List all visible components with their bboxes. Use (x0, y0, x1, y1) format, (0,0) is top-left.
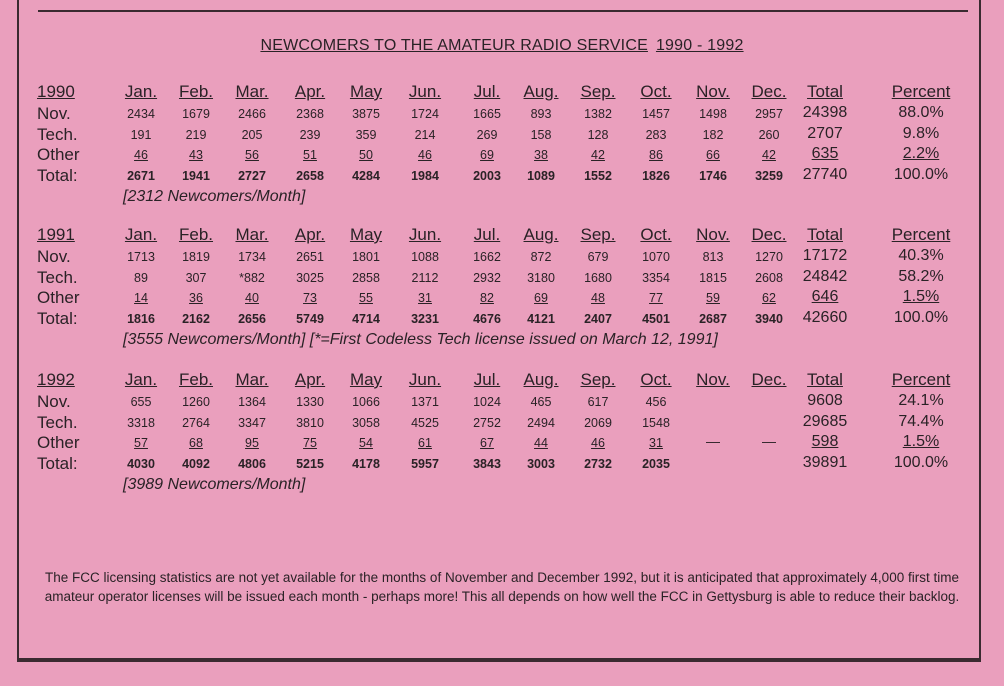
value-cell: 269 (476, 127, 498, 142)
month-header: Jan. (124, 225, 158, 244)
value-cell: 813 (702, 250, 724, 264)
value-cell: 1746 (699, 168, 727, 183)
value-cell: 655 (130, 395, 152, 409)
row-total: 29685 (802, 412, 848, 430)
value-cell: 38 (534, 148, 548, 162)
month-header: Jan. (124, 82, 158, 101)
value-cell: 4284 (352, 168, 380, 183)
total-header: Total (807, 370, 843, 389)
table-row (0, 268, 1004, 290)
month-header: Sep. (580, 370, 616, 389)
table-row (0, 413, 1004, 435)
month-header: Dec. (751, 370, 787, 389)
value-cell: 42 (762, 148, 776, 162)
value-cell: 56 (245, 148, 259, 162)
value-cell: 4714 (352, 311, 380, 326)
value-cell: 51 (303, 148, 317, 162)
row-label: Tech. (37, 267, 78, 287)
value-cell: 86 (649, 148, 663, 162)
month-header: Jul. (473, 370, 501, 389)
month-header: Feb. (178, 225, 214, 244)
value-cell: 205 (241, 127, 263, 142)
percent-header: Percent (891, 225, 951, 244)
bottom-rule (17, 660, 981, 662)
table-row (0, 454, 1004, 476)
table-row (0, 145, 1004, 167)
month-header: Oct. (640, 82, 672, 101)
value-cell: 89 (134, 270, 148, 285)
value-cell: 2494 (527, 415, 555, 430)
value-cell: 75 (303, 436, 317, 450)
value-cell: 1260 (182, 395, 210, 409)
table-row (0, 166, 1004, 188)
top-rule (38, 10, 968, 12)
row-percent: 58.2% (898, 267, 944, 285)
value-cell: 42 (591, 148, 605, 162)
value-cell: 1457 (642, 107, 670, 121)
row-percent: 100.0% (893, 453, 949, 471)
year-label: 1991 (37, 225, 75, 244)
value-cell: 77 (649, 291, 663, 305)
value-cell: 5749 (296, 311, 324, 326)
value-cell: 2658 (296, 168, 324, 183)
row-label: Total: (37, 453, 78, 473)
value-cell: 2069 (584, 415, 612, 430)
value-cell: 1070 (642, 250, 670, 264)
value-cell: 617 (587, 395, 609, 409)
month-header: Jan. (124, 370, 158, 389)
row-percent: 74.4% (898, 412, 944, 430)
value-cell: 5957 (411, 456, 439, 471)
value-cell: 1066 (352, 395, 380, 409)
value-cell: 5215 (296, 456, 324, 471)
value-cell: 2434 (127, 107, 155, 121)
empty-dash: — (762, 433, 776, 449)
row-percent: 100.0% (893, 308, 949, 326)
value-cell: 95 (245, 436, 259, 450)
value-cell: 62 (762, 291, 776, 305)
month-header: Jun. (408, 370, 442, 389)
month-header: Apr. (294, 225, 326, 244)
value-cell: 69 (480, 148, 494, 162)
value-cell: 2651 (296, 250, 324, 264)
value-cell: 3347 (238, 415, 266, 430)
value-cell: 1270 (755, 250, 783, 264)
row-percent: 88.0% (898, 104, 944, 121)
total-header: Total (807, 225, 843, 244)
row-label: Total: (37, 308, 78, 328)
value-cell: 679 (587, 250, 609, 264)
value-cell: 3318 (127, 415, 155, 430)
table-row (0, 309, 1004, 331)
month-header: Oct. (640, 225, 672, 244)
row-label: Tech. (37, 124, 78, 144)
title-years: 1990 - 1992 (655, 37, 744, 54)
row-percent: 2.2% (902, 145, 940, 162)
year-label: 1990 (37, 82, 75, 101)
value-cell: 1548 (642, 415, 670, 430)
row-total: 39891 (802, 453, 848, 471)
value-cell: 3843 (473, 456, 501, 471)
table-row (0, 247, 1004, 269)
month-header: Mar. (235, 225, 269, 244)
value-cell: 54 (359, 436, 373, 450)
value-cell: 2003 (473, 168, 501, 183)
monthly-average-note: [3555 Newcomers/Month] [*=First Codeless Tech license issued on March 12, 1991] (123, 331, 718, 348)
row-total: 2707 (807, 124, 843, 142)
value-cell: 1724 (411, 107, 439, 121)
row-total: 27740 (802, 165, 848, 183)
value-cell: 2932 (473, 270, 501, 285)
value-cell: 4806 (238, 456, 266, 471)
value-cell: 239 (299, 127, 321, 142)
month-header: Nov. (696, 225, 730, 244)
row-label: Nov. (37, 247, 71, 266)
value-cell: 3025 (296, 270, 324, 285)
value-cell: 36 (189, 291, 203, 305)
value-cell: 2671 (127, 168, 155, 183)
value-cell: 40 (245, 291, 259, 305)
value-cell: 1498 (699, 107, 727, 121)
value-cell: 4030 (127, 456, 155, 471)
month-header: Mar. (235, 82, 269, 101)
value-cell: 3058 (352, 415, 380, 430)
value-cell: 48 (591, 291, 605, 305)
value-cell: 57 (134, 436, 148, 450)
value-cell: 456 (645, 395, 667, 409)
value-cell: 43 (189, 148, 203, 162)
page-title (0, 37, 1004, 55)
month-header: Oct. (640, 370, 672, 389)
table-row (0, 288, 1004, 310)
row-percent: 100.0% (893, 165, 949, 183)
value-cell: 893 (530, 107, 552, 121)
percent-header: Percent (891, 370, 951, 389)
value-cell: 46 (418, 148, 432, 162)
value-cell: 55 (359, 291, 373, 305)
percent-header: Percent (891, 82, 951, 101)
row-total: 24842 (802, 267, 848, 285)
table-row (0, 125, 1004, 147)
month-header: Apr. (294, 370, 326, 389)
value-cell: 1713 (127, 250, 155, 264)
value-cell: 2752 (473, 415, 501, 430)
value-cell: 3354 (642, 270, 670, 285)
value-cell: 2608 (755, 270, 783, 285)
value-cell: 3231 (411, 311, 439, 326)
value-cell: 1330 (296, 395, 324, 409)
value-cell: 1680 (584, 270, 612, 285)
value-cell: 14 (134, 291, 148, 305)
row-label: Nov. (37, 392, 71, 411)
value-cell: *882 (239, 270, 265, 285)
value-cell: 2112 (411, 270, 439, 285)
value-cell: 69 (534, 291, 548, 305)
value-cell: 1552 (584, 168, 612, 183)
row-label: Total: (37, 165, 78, 185)
month-header: Dec. (751, 82, 787, 101)
value-cell: 61 (418, 436, 432, 450)
row-total: 17172 (802, 247, 848, 264)
month-header: Feb. (178, 82, 214, 101)
month-header: May (349, 225, 383, 244)
value-cell: 73 (303, 291, 317, 305)
header-row (0, 370, 1004, 392)
value-cell: 1088 (411, 250, 439, 264)
value-cell: 82 (480, 291, 494, 305)
row-total: 635 (811, 145, 839, 162)
row-label: Other (37, 288, 80, 307)
row-percent: 1.5% (902, 288, 940, 305)
month-header: Sep. (580, 82, 616, 101)
month-header: Jul. (473, 225, 501, 244)
month-header: Nov. (696, 82, 730, 101)
row-total: 9608 (807, 392, 843, 409)
value-cell: 2162 (182, 311, 210, 326)
value-cell: 4121 (527, 311, 555, 326)
month-header: Mar. (235, 370, 269, 389)
value-cell: 1024 (473, 395, 501, 409)
value-cell: 68 (189, 436, 203, 450)
table-row (0, 392, 1004, 414)
value-cell: 1679 (182, 107, 210, 121)
value-cell: 1665 (473, 107, 501, 121)
value-cell: 46 (591, 436, 605, 450)
value-cell: 1662 (473, 250, 501, 264)
value-cell: 4501 (642, 311, 670, 326)
value-cell: 260 (758, 127, 780, 142)
value-cell: 4676 (473, 311, 501, 326)
value-cell: 3810 (296, 415, 324, 430)
value-cell: 4178 (352, 456, 380, 471)
value-cell: 1089 (527, 168, 555, 183)
value-cell: 1941 (182, 168, 210, 183)
value-cell: 219 (185, 127, 207, 142)
month-header: May (349, 82, 383, 101)
value-cell: 2035 (642, 456, 670, 471)
table-row (0, 433, 1004, 455)
month-header: Apr. (294, 82, 326, 101)
year-label: 1992 (37, 370, 75, 389)
value-cell: 2858 (352, 270, 380, 285)
row-total: 42660 (802, 308, 848, 326)
value-cell: 2957 (755, 107, 783, 121)
month-header: May (349, 370, 383, 389)
value-cell: 359 (355, 127, 377, 142)
value-cell: 2727 (238, 168, 266, 183)
month-header: Jul. (473, 82, 501, 101)
title-text: NEWCOMERS TO THE AMATEUR RADIO SERVICE (260, 37, 648, 54)
value-cell: 2407 (584, 311, 612, 326)
month-header: Aug. (523, 370, 559, 389)
month-header: Jun. (408, 225, 442, 244)
value-cell: 3940 (755, 311, 783, 326)
value-cell: 1984 (411, 168, 439, 183)
value-cell: 191 (130, 127, 152, 142)
month-header: Sep. (580, 225, 616, 244)
footer-paragraph: The FCC licensing statistics are not yet available for the months of November and December 1992, but it is anticipated that approximately 4,000 first time amateur operator licenses will be issued each month - perhaps more! This all depends on how well the FCC in Gettysburg is able to reduce their backlog. (44, 570, 960, 604)
table-row (0, 104, 1004, 126)
value-cell: 66 (706, 148, 720, 162)
row-label: Other (37, 145, 80, 164)
value-cell: 1801 (352, 250, 380, 264)
row-total: 24398 (802, 104, 848, 121)
value-cell: 2732 (584, 456, 612, 471)
value-cell: 3875 (352, 107, 380, 121)
row-total: 646 (811, 288, 839, 305)
header-row (0, 225, 1004, 247)
row-percent: 1.5% (902, 433, 940, 450)
monthly-average-note: [2312 Newcomers/Month] (123, 188, 306, 205)
value-cell: 1382 (584, 107, 612, 121)
value-cell: 128 (587, 127, 609, 142)
month-header: Dec. (751, 225, 787, 244)
value-cell: 59 (706, 291, 720, 305)
value-cell: 46 (134, 148, 148, 162)
value-cell: 2656 (238, 311, 266, 326)
value-cell: 1819 (182, 250, 210, 264)
value-cell: 31 (649, 436, 663, 450)
value-cell: 2466 (238, 107, 266, 121)
value-cell: 1815 (699, 270, 727, 285)
value-cell: 872 (530, 250, 552, 264)
value-cell: 50 (359, 148, 373, 162)
month-header: Jun. (408, 82, 442, 101)
value-cell: 3259 (755, 168, 783, 183)
row-percent: 24.1% (898, 392, 944, 409)
value-cell: 2764 (182, 415, 210, 430)
value-cell: 182 (702, 127, 724, 142)
row-total: 598 (811, 433, 839, 450)
month-header: Nov. (696, 370, 730, 389)
total-header: Total (807, 82, 843, 101)
month-header: Feb. (178, 370, 214, 389)
empty-dash: — (706, 433, 720, 449)
month-header: Aug. (523, 225, 559, 244)
value-cell: 1826 (642, 168, 670, 183)
value-cell: 2687 (699, 311, 727, 326)
row-label: Nov. (37, 104, 71, 123)
value-cell: 31 (418, 291, 432, 305)
value-cell: 465 (530, 395, 552, 409)
value-cell: 1734 (238, 250, 266, 264)
row-label: Other (37, 433, 80, 452)
value-cell: 283 (645, 127, 667, 142)
row-percent: 40.3% (898, 247, 944, 264)
value-cell: 1364 (238, 395, 266, 409)
value-cell: 1371 (411, 395, 439, 409)
value-cell: 307 (185, 270, 207, 285)
value-cell: 44 (534, 436, 548, 450)
value-cell: 67 (480, 436, 494, 450)
value-cell: 158 (530, 127, 552, 142)
row-percent: 9.8% (902, 124, 940, 142)
value-cell: 214 (414, 127, 436, 142)
value-cell: 4525 (411, 415, 439, 430)
value-cell: 1816 (127, 311, 155, 326)
monthly-average-note: [3989 Newcomers/Month] (123, 476, 306, 493)
row-label: Tech. (37, 412, 78, 432)
value-cell: 2368 (296, 107, 324, 121)
value-cell: 3180 (527, 270, 555, 285)
value-cell: 3003 (527, 456, 555, 471)
header-row (0, 82, 1004, 104)
value-cell: 4092 (182, 456, 210, 471)
month-header: Aug. (523, 82, 559, 101)
